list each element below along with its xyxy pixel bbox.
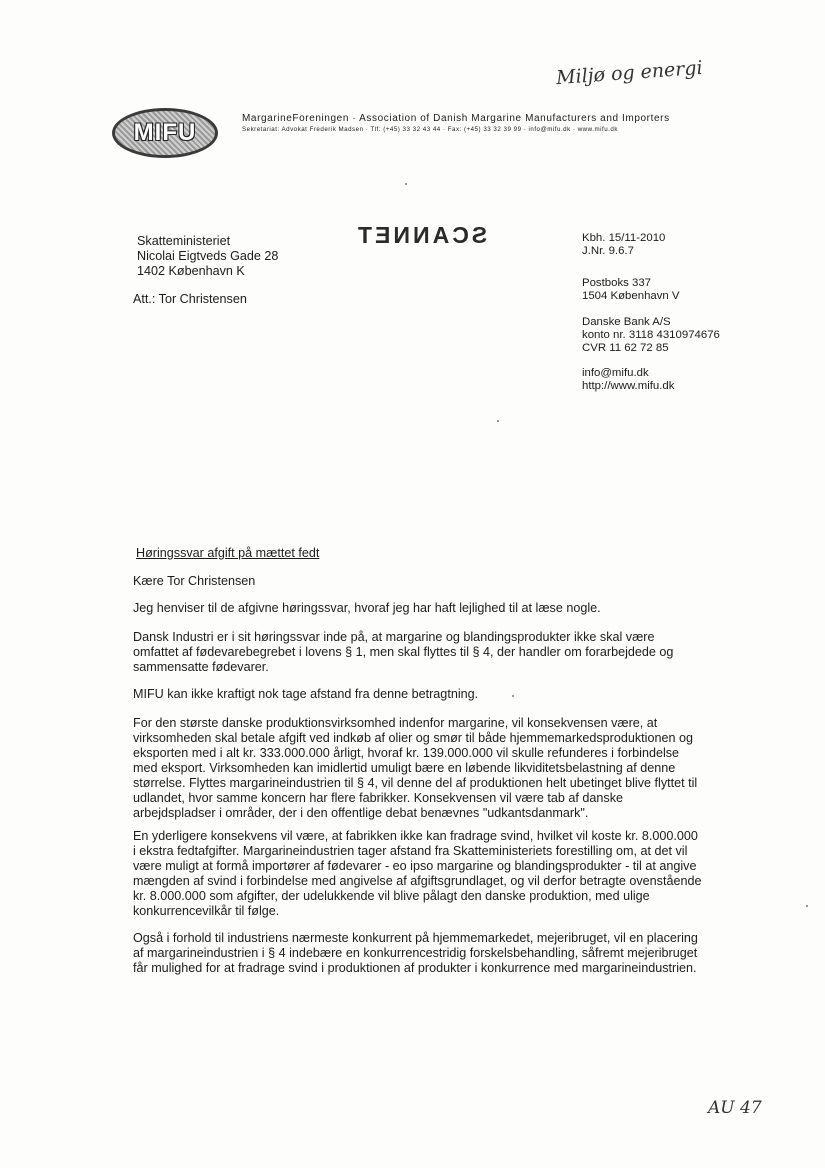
recipient-line: Nicolai Eigtveds Gade 28 — [137, 249, 279, 263]
handwritten-page-note: AU 47 — [708, 1098, 762, 1118]
organisation-name: MargarineForeningen · Association of Danish Margarine Manufacturers and Importers — [242, 113, 670, 124]
body-paragraph — [133, 716, 713, 821]
bank-block — [582, 316, 720, 355]
letter-date: Kbh. 15/11-2010 — [582, 232, 666, 244]
paragraph-line: Også i forhold til industriens nærmeste konkurrent på hjemmemarkedet, mejeribruget, vil en placering — [133, 931, 698, 945]
paragraph-line: arbejdspladser i områder, der i den offentlige debat benævnes "udkantsdanmark". — [133, 806, 589, 820]
website-text: http://www.mifu.dk — [582, 380, 675, 392]
paragraph-line: Jeg henviser til de afgivne høringssvar, hvoraf jeg har haft lejlighed til at læse nogle. — [133, 601, 601, 615]
scan-speck — [497, 420, 499, 422]
paragraph-line: størrelse. Flyttes margarineindustrien til § 4, vil denne del af produktionen helt ubetinget blive flyttet til — [133, 776, 698, 790]
body-paragraph — [133, 630, 713, 675]
paragraph-line: MIFU kan ikke kraftigt nok tage afstand fra denne betragtning. — [133, 687, 479, 701]
paragraph-line: En yderligere konsekvens vil være, at fabrikken ikke kan fradrage svind, hvilket vil koste kr. 8.000.000 — [133, 829, 698, 843]
paragraph-line: med eksport. Virksomheden kan imidlertid umuligt bære en løbende likviditetsbelastning af denne — [133, 761, 676, 775]
postbox-line: Postboks 337 — [582, 277, 652, 289]
paragraph-line: konkurrencevilkår til følge. — [133, 904, 280, 918]
attention-line: Att.: Tor Christensen — [133, 292, 247, 306]
paragraph-line: virksomheden skal betale afgift ved indkøb af olier og smør til både hjemmemarkedsproduktionen og — [133, 731, 694, 745]
body-paragraph — [133, 931, 713, 976]
journal-number: J.Nr. 9.6.7 — [582, 245, 634, 257]
postbox-line: 1504 København V — [582, 290, 680, 302]
logo-text: MIFU — [133, 119, 197, 146]
paragraph-line: Dansk Industri er i sit høringssvar inde på, at margarine og blandingsprodukter ikke skal være — [133, 630, 655, 644]
paragraph-line: omfattet af fødevarebegrebet i lovens § 1, men skal flyttes til § 4, der handler om forarbejdede og — [133, 645, 674, 659]
scan-speck — [405, 183, 407, 185]
salutation: Kære Tor Christensen — [133, 574, 256, 588]
letter-subject: Høringssvar afgift på mættet fedt — [136, 546, 320, 560]
recipient-line: 1402 København K — [137, 264, 245, 278]
scan-speck — [512, 695, 514, 697]
paragraph-line: mængden af svind i forbindelse med angivelse af afgiftsgrundlaget, og vil derfor betragte ovenstående — [133, 874, 702, 888]
paragraph-line: kr. 8.000.000 som afgifter, der udelukkende vil blive pålagt den danske produktion, med ulige — [133, 889, 650, 903]
paragraph-line: eksporten med i alt kr. 333.000.000 årligt, hvoraf kr. 139.000.000 vil skulle refunderes i forbindelse — [133, 746, 680, 760]
paragraph-line: af margarineindustrien i § 4 indebære en konkurrencestridig forskelsbehandling, såfremt mejeribruget — [133, 946, 698, 960]
bank-line: Danske Bank A/S — [582, 316, 671, 328]
paragraph-line: får mulighed for at fradrage svind i produktionen af produkter i konkurrence med margarineindustrien. — [133, 961, 697, 975]
date-block — [582, 232, 665, 258]
recipient-address — [137, 234, 278, 279]
paragraph-line: udlandet, hvor samme koncern har flere fabrikker. Konsekvensen vil være tab af danske — [133, 791, 624, 805]
handwritten-note-top: Miljø og energi — [555, 56, 704, 90]
paragraph-line: være muligt at formå importører af fødevarer - eo ipso margarine og blandingsprodukter - til at angive — [133, 859, 697, 873]
email-text: info@mifu.dk — [582, 367, 649, 379]
paragraph-line: For den største danske produktionsvirksomhed indenfor margarine, vil konsekvensen være, at — [133, 716, 658, 730]
bank-line: konto nr. 3118 4310974676 — [582, 329, 720, 341]
bank-line: CVR 11 62 72 85 — [582, 342, 669, 354]
postbox-block — [582, 277, 680, 303]
scanned-stamp: SCANNET — [355, 222, 488, 248]
recipient-line: Skatteministeriet — [137, 234, 231, 248]
body-paragraph — [133, 687, 713, 702]
body-paragraph — [133, 601, 713, 616]
contact-block — [582, 367, 674, 393]
secretariat-line: Sekretariat: Advokat Frederik Madsen · Tlf: (+45) 33 32 43 44 · Fax: (+45) 33 32 39 99 · info@mifu.dk · www.mifu.dk — [242, 126, 618, 133]
body-paragraph — [133, 829, 713, 919]
paragraph-line: sammensatte fødevarer. — [133, 660, 269, 674]
paragraph-line: i ekstra fedtafgifter. Margarineindustrien tager afstand fra Skatteministeriets forestilling om, at det vil — [133, 844, 688, 858]
mifu-logo — [112, 108, 218, 158]
scan-speck — [806, 905, 808, 907]
